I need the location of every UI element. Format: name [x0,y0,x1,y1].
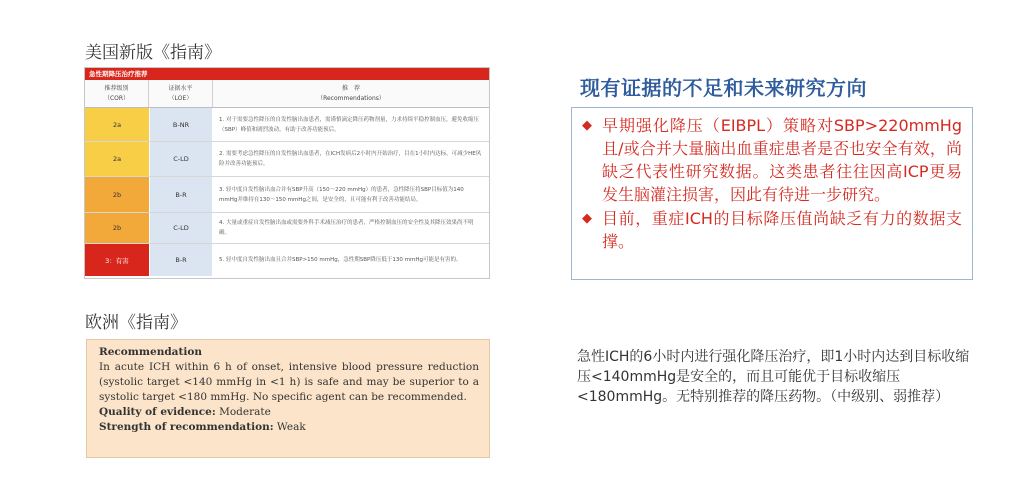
column-header-cor [85,80,149,107]
bullet-text: 早期强化降压（EIBPL）策略对SBP>220mmHg且/或合并大量脑出血重症患者是否也安全有效，尚缺乏代表性研究数据。这类患者往往因高ICP更易发生脑灌注损害，因此有待进一步研究。 [602,116,962,204]
evidence-gaps-box [571,107,973,280]
eu-strength-value: Weak [273,421,306,433]
table-row [85,142,489,177]
eu-recommendation-box [86,339,490,458]
recommendation-cell: 4. 大量或重症自发性脑出血或需要外科手术减压治疗的患者，严格控制血压的安全性及其降压效果尚不明确。 [219,220,474,236]
table-row [85,108,489,142]
loe-cell: C-LD [149,213,213,243]
eu-recommendation-label: Recommendation [99,346,202,358]
eu-strength-label: Strength of recommendation: [99,421,274,433]
column-header-loe-abbr: （LOE） [168,94,193,102]
column-header-cor-label: 推荐级别 [104,84,129,92]
recommendation-cell: 5. 轻中度自发性脑出血且合并SBP>150 mmHg，急性期SBP降压低于130 mmHg可能是有害的。 [219,257,462,263]
list-item [582,207,962,253]
loe-cell: B-NR [149,108,213,141]
column-header-rec-abbr: （Recommendations） [317,94,385,102]
eu-quality-value: Moderate [215,406,271,418]
table-row [85,213,489,244]
diamond-bullet-icon: ◆ [582,118,592,133]
cor-cell: 2b [85,213,149,243]
eu-strength-line [99,420,479,435]
bullet-text: 目前，重症ICH的目标降压值尚缺乏有力的数据支撑。 [602,209,962,251]
future-research-title: 现有证据的不足和未来研究方向 [580,76,867,100]
eu-guideline-heading: 欧洲《指南》 [85,313,187,333]
cor-cell: 2b [85,177,149,212]
column-header-loe [149,80,213,107]
cor-cell: 2a [85,142,149,176]
recommendation-cell: 2. 需要考虑急性降压的自发性脑出血患者，在ICH发病后2小时内开始治疗，目在1小时内达标，可减少HE风险并改善功能预后。 [219,151,482,167]
us-guideline-heading: 美国新版《指南》 [85,43,221,63]
loe-cell: C-LD [149,142,213,176]
cor-cell: 3：有害 [85,244,149,276]
eu-summary-text: 急性ICH的6小时内进行强化降压治疗，即1小时内达到目标收缩压<140mmHg是安全的，而且可能优于目标收缩压<180mmHg。无特别推荐的降压药物。（中级别、弱推荐） [577,349,970,405]
eu-quality-line [99,405,479,420]
table-row [85,244,489,276]
column-header-recommendations [213,80,489,107]
loe-cell: B-R [149,177,213,212]
list-item [582,114,962,206]
table-header-row [85,80,489,108]
cor-cell: 2a [85,108,149,141]
loe-cell: B-R [149,244,213,276]
table-title: 急性期降压治疗推荐 [85,68,489,80]
eu-quality-label: Quality of evidence: [99,406,216,418]
recommendation-cell: 3. 轻中度自发性脑出血合并有SBP升高（150～220 mmHg）的患者，急性降压将SBP目标值为140 mmHg并维持在130～150 mmHg之间，是安全的，且可能有利于改善功能结局。 [219,186,464,203]
column-header-rec-label: 推 荐 [341,84,360,92]
column-header-cor-abbr: （COR） [103,94,130,102]
table-row [85,177,489,213]
column-header-loe-label: 证据水平 [168,84,193,92]
diamond-bullet-icon: ◆ [582,211,592,226]
recommendation-cell: 1. 对于需要急性降压的自发性脑出血患者，需谨慎滴定降压药物剂量，力求持续平稳控制血压，避免收缩压（SBP）峰值和剧烈波动，有助于改善功能预后。 [219,116,479,133]
us-recommendation-table [84,67,490,279]
eu-recommendation-text: In acute ICH within 6 h of onset, intensive blood pressure reduction (systolic target <140 mmHg in <1 h) is safe and may be superior to a systolic target <180 mmHg. No specific agent can be recommended. [99,361,479,403]
